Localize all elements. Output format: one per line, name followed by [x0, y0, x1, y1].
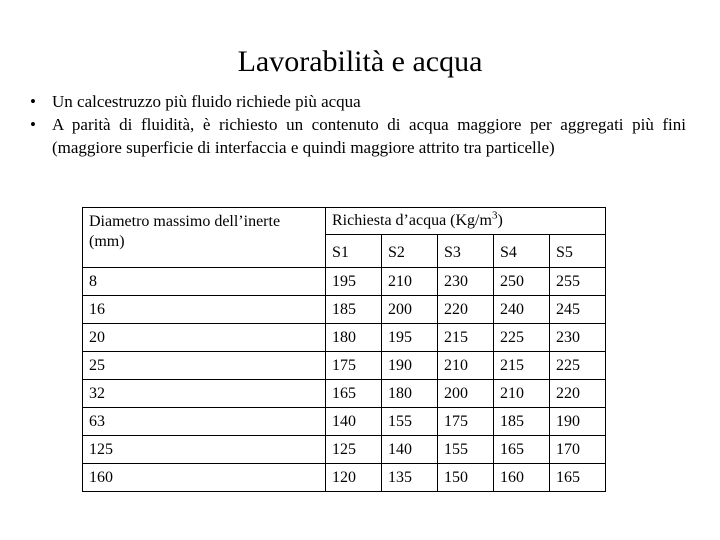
water-demand-cell: 185 — [494, 408, 550, 436]
table-row — [83, 296, 606, 324]
water-demand-cell: 165 — [326, 380, 382, 408]
water-demand-cell: 120 — [326, 464, 382, 492]
diameter-cell: 16 — [83, 296, 326, 324]
water-demand-cell: 135 — [382, 464, 438, 492]
water-demand-cell: 185 — [326, 296, 382, 324]
water-demand-cell: 165 — [550, 464, 606, 492]
water-demand-cell: 220 — [438, 296, 494, 324]
water-demand-cell: 180 — [326, 324, 382, 352]
subheader-s2: S2 — [382, 235, 438, 268]
water-demand-cell: 200 — [382, 296, 438, 324]
water-demand-cell: 190 — [382, 352, 438, 380]
water-demand-cell: 165 — [494, 436, 550, 464]
table-row — [83, 408, 606, 436]
water-demand-cell: 220 — [550, 380, 606, 408]
water-demand-cell: 195 — [326, 268, 382, 296]
bullet-list — [30, 90, 686, 159]
subheader-s1: S1 — [326, 235, 382, 268]
bullet-dot-icon: • — [30, 115, 36, 134]
water-demand-cell: 180 — [382, 380, 438, 408]
bullet-item — [30, 90, 686, 113]
diameter-cell: 20 — [83, 324, 326, 352]
water-demand-cell: 155 — [438, 436, 494, 464]
water-demand-cell: 225 — [550, 352, 606, 380]
table-row — [83, 352, 606, 380]
water-demand-cell: 140 — [326, 408, 382, 436]
water-demand-cell: 160 — [494, 464, 550, 492]
water-demand-cell: 210 — [382, 268, 438, 296]
water-demand-cell: 215 — [494, 352, 550, 380]
water-demand-cell: 240 — [494, 296, 550, 324]
water-demand-cell: 190 — [550, 408, 606, 436]
water-demand-cell: 215 — [438, 324, 494, 352]
table-header-row — [83, 208, 606, 235]
water-demand-cell: 150 — [438, 464, 494, 492]
water-demand-cell: 230 — [438, 268, 494, 296]
water-demand-cell: 200 — [438, 380, 494, 408]
diameter-cell: 8 — [83, 268, 326, 296]
water-demand-cell: 250 — [494, 268, 550, 296]
subheader-s4: S4 — [494, 235, 550, 268]
water-demand-cell: 230 — [550, 324, 606, 352]
water-demand-header: Richiesta d’acqua $(Kg/m^3)$ — [326, 208, 606, 235]
water-demand-cell: 155 — [382, 408, 438, 436]
bullet-text: Un calcestruzzo più fluido richiede più acqua — [52, 92, 361, 111]
table-row — [83, 268, 606, 296]
subheader-s5: S5 — [550, 235, 606, 268]
diameter-cell: 160 — [83, 464, 326, 492]
diameter-header: Diametro massimo dell’inerte (mm) — [83, 208, 326, 268]
water-demand-table — [82, 207, 606, 492]
table-row — [83, 380, 606, 408]
diameter-cell: 25 — [83, 352, 326, 380]
water-demand-cell: 175 — [326, 352, 382, 380]
water-demand-cell: 210 — [494, 380, 550, 408]
slide-title: Lavorabilità e acqua — [237, 45, 483, 78]
water-demand-cell: 125 — [326, 436, 382, 464]
water-demand-cell: 170 — [550, 436, 606, 464]
bullet-text: A parità di fluidità, è richiesto un contenuto di acqua maggiore per aggregati più fini (maggiore superficie di interfaccia e quindi maggiore attrito tra particelle) — [52, 115, 686, 157]
bullet-item — [30, 113, 686, 159]
water-demand-cell: 245 — [550, 296, 606, 324]
water-demand-cell: 210 — [438, 352, 494, 380]
diameter-cell: 125 — [83, 436, 326, 464]
diameter-cell: 32 — [83, 380, 326, 408]
subheader-s3: S3 — [438, 235, 494, 268]
table-row — [83, 464, 606, 492]
table-row — [83, 324, 606, 352]
water-demand-cell: 195 — [382, 324, 438, 352]
table-row — [83, 436, 606, 464]
diameter-cell: 63 — [83, 408, 326, 436]
bullet-dot-icon: • — [30, 92, 36, 111]
water-demand-cell: 140 — [382, 436, 438, 464]
water-demand-cell: 225 — [494, 324, 550, 352]
water-demand-cell: 255 — [550, 268, 606, 296]
water-demand-cell: 175 — [438, 408, 494, 436]
